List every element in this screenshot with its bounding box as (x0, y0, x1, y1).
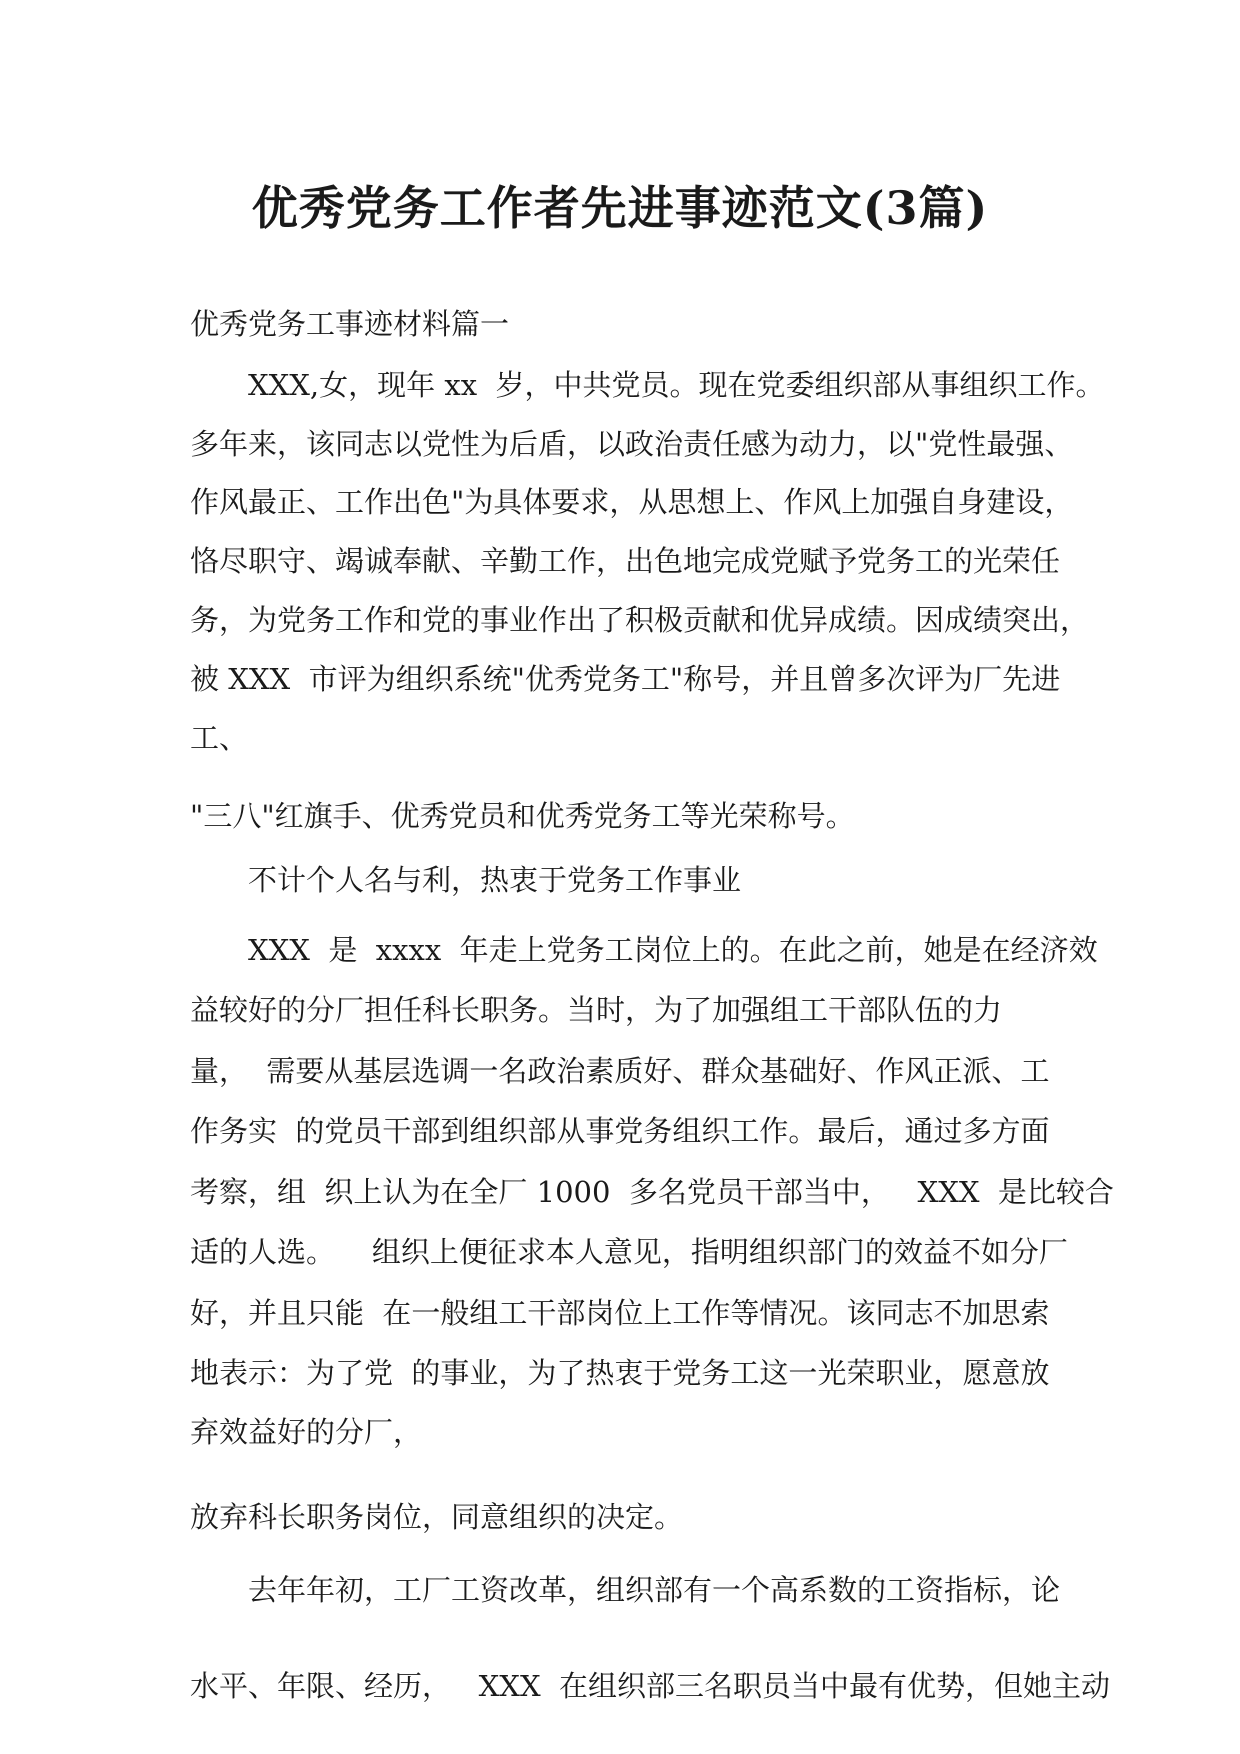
body-line: 弃效益好的分厂， (190, 1415, 423, 1449)
subheading: 不计个人名与利，热衷于党务工作事业 (248, 863, 742, 897)
body-line: 地表示：为了党 的事业，为了热衷于党务工这一光荣职业，愿意放 (190, 1356, 1050, 1390)
body-line: 考察，组 织上认为在全厂 1000 多名党员干部当中， XXX 是比较合 (190, 1175, 1114, 1209)
body-line: XXX 是 xxxx 年走上党务工岗位上的。在此之前，她是在经济效 (248, 933, 1098, 967)
body-line: 被 XXX 市评为组织系统"优秀党务工"称号，并且曾多次评为厂先进 (190, 662, 1061, 696)
body-line: 去年年初，工厂工资改革，组织部有一个高系数的工资指标，论 (248, 1573, 1061, 1607)
body-line: 适的人选。 组织上便征求本人意见，指明组织部门的效益不如分厂 (190, 1235, 1068, 1269)
section-heading: 优秀党务工事迹材料篇一 (190, 307, 510, 341)
body-line: XXX,女，现年 xx 岁，中共党员。现在党委组织部从事组织工作。 (248, 368, 1105, 402)
body-line: 作风最正、工作出色"为具体要求，从思想上、作风上加强自身建设， (190, 485, 1074, 519)
body-line: 作务实 的党员干部到组织部从事党务组织工作。最后，通过多方面 (190, 1114, 1050, 1148)
body-line: 恪尽职守、竭诚奉献、辛勤工作，出色地完成党赋予党务工的光荣任 (190, 544, 1061, 578)
body-line: 益较好的分厂担任科长职务。当时，为了加强组工干部队伍的力 (190, 993, 1003, 1027)
body-line: 务，为党务工作和党的事业作出了积极贡献和优异成绩。因成绩突出， (190, 603, 1090, 637)
document-title: 优秀党务工作者先进事迹范文(3篇) (251, 181, 989, 235)
body-line: 量， 需要从基层选调一名政治素质好、群众基础好、作风正派、工 (190, 1054, 1050, 1088)
body-line: 好，并且只能 在一般组工干部岗位上工作等情况。该同志不加思索 (190, 1296, 1050, 1330)
body-line: 工、 (190, 721, 249, 755)
body-line: 多年来，该同志以党性为后盾，以政治责任感为动力，以"党性最强、 (190, 427, 1074, 461)
body-line: "三八"红旗手、优秀党员和优秀党务工等光荣称号。 (190, 799, 855, 833)
body-line: 水平、年限、经历， XXX 在组织部三名职员当中最有优势，但她主动 (190, 1669, 1111, 1703)
body-line: 放弃科长职务岗位，同意组织的决定。 (190, 1500, 684, 1534)
